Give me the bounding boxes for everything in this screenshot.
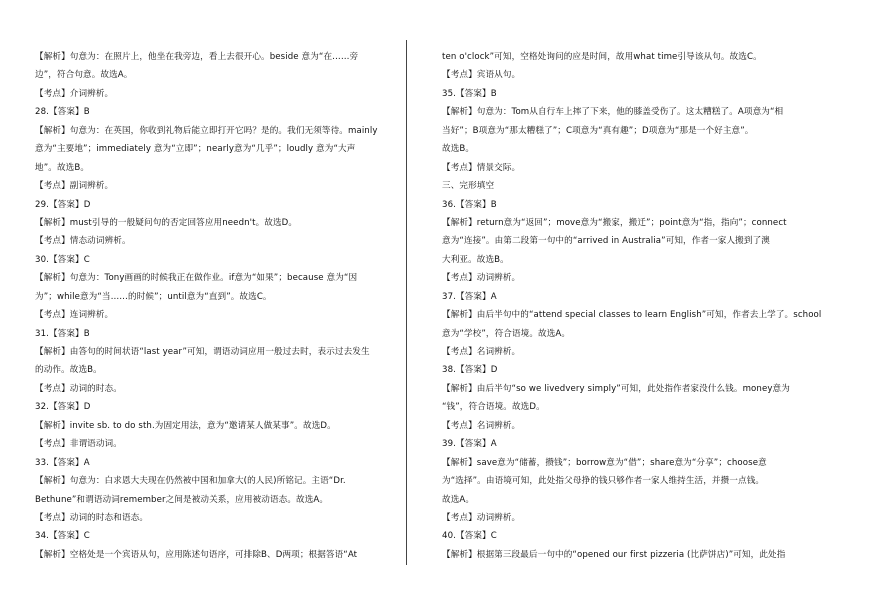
text-line: 【解析】句意为：Tom从自行车上摔了下来，他的膝盖受伤了。这太糟糕了。A项意为“相 <box>442 107 784 118</box>
text-line: 【考点】动词的时态和语态。 <box>35 512 149 523</box>
text-line: “钱”，符合语境。故选D。 <box>442 402 545 413</box>
text-line: 【考点】宾语从句。 <box>442 70 521 81</box>
text-line: 【解析】空格处是一个宾语从句，应用陈述句语序，可排除B、D两项；根据答语“At <box>35 549 358 560</box>
text-line: 【解析】句意为：在英国，你收到礼物后能立即打开它吗？是的。我们无须等待。mainly <box>35 125 378 136</box>
text-line: 【解析】由后半句中的“attend special classes to learn English”可知，作者去上学了。school <box>442 310 822 321</box>
text-line: 【解析】save意为“储蓄，攒钱”；borrow意为“借”；share意为“分享”；choose意 <box>442 457 767 468</box>
text-line: 【解析】句意为：白求恩大夫现在仍然被中国和加拿大(的人民)所铭记。主语“Dr. <box>35 476 346 487</box>
text-line: 【考点】名词辨析。 <box>442 420 521 431</box>
text-line: 【考点】情态动词辨析。 <box>35 236 131 247</box>
text-line: 34.【答案】C <box>35 531 90 542</box>
text-line: 故选B。 <box>442 144 475 155</box>
text-line: 38.【答案】D <box>442 365 498 376</box>
text-line: 【解析】句意为：在照片上，他坐在我旁边，看上去很开心。beside 意为“在……旁 <box>35 52 359 62</box>
text-line: 32.【答案】D <box>35 402 91 413</box>
text-line: 30.【答案】C <box>35 254 90 265</box>
right-column <box>442 48 822 564</box>
text-line: 33.【答案】A <box>35 457 90 468</box>
text-line: 边”，符合句意。故选A。 <box>35 70 133 81</box>
text-line: 为“选择”。由语境可知，此处指父母挣的钱只够作者一家人维持生活，并攒一点钱。 <box>442 476 765 487</box>
text-line: 【解析】由答句的时间状语“last year”可知，谓语动词应用一般过去时，表示过去发生 <box>35 347 370 357</box>
text-line: 当好”；B项意为“那太糟糕了”；C项意为“真有趣”；D项意为“那是一个好主意”。 <box>442 125 754 136</box>
text-line: 29.【答案】D <box>35 199 91 210</box>
text-line: Bethune”和谓语动词remember之间是被动关系，应用被动语态。故选A。 <box>35 494 329 505</box>
text-line: 37.【答案】A <box>442 291 497 302</box>
text-line: 【考点】动词辨析。 <box>442 273 521 284</box>
text-line: 【解析】must引导的一般疑问句的否定回答应用needn't。故选D。 <box>35 217 298 228</box>
text-line: 意为“学校”，符合语境。故选A。 <box>442 328 571 339</box>
text-line: 【考点】动词的时态。 <box>35 383 122 394</box>
text-line: 意为“主要地”；immediately 意为“立即”；nearly意为“几乎”；loudly 意为“大声 <box>35 144 356 155</box>
text-line: 28.【答案】B <box>35 107 90 118</box>
text-line: 39.【答案】A <box>442 439 497 450</box>
text-line: 【解析】return意为“返回”；move意为“搬家，搬迁”；point意为“指，指向”；connect <box>442 217 787 228</box>
text-line: 为”；while意为“当……的时候”；until意为“直到”。故选C。 <box>35 291 272 302</box>
left-column <box>35 48 395 564</box>
text-line: 【考点】动词辨析。 <box>442 512 521 523</box>
text-line: 【考点】情景交际。 <box>442 162 521 173</box>
text-line: 故选A。 <box>442 494 475 505</box>
text-line: 【解析】句意为：Tony画画的时候我正在做作业。if意为“如果”；because 意为“因 <box>35 273 358 284</box>
text-line: 36.【答案】B <box>442 199 497 210</box>
text-line: 的动作。故选B。 <box>35 365 102 376</box>
text-line: 意为“连接”。由第二段第一句中的“arrived in Australia”可知，作者一家人搬到了澳 <box>442 236 770 247</box>
text-line: 三、完形填空 <box>442 181 495 192</box>
text-line: 【考点】介词辨析。 <box>35 88 114 99</box>
text-line: 35.【答案】B <box>442 88 497 99</box>
text-line: 40.【答案】C <box>442 531 497 542</box>
text-line: 31.【答案】B <box>35 328 90 339</box>
text-line: 【考点】非谓语动词。 <box>35 439 122 450</box>
text-line: 【解析】由后半句“so we livedvery simply”可知，此处指作者家没什么钱。money意为 <box>442 383 790 394</box>
text-line: 【解析】根据第三段最后一句中的“opened our first pizzeria (比萨饼店)”可知，此处指 <box>442 549 786 560</box>
text-line: 地”。故选B。 <box>35 162 90 173</box>
text-line: 【考点】连词辨析。 <box>35 310 114 321</box>
text-line: 【考点】名词辨析。 <box>442 347 521 357</box>
text-line: 大利亚。故选B。 <box>442 254 509 265</box>
text-line: ten o'clock”可知，空格处询问的应是时间，故用what time引导该从句。故选C。 <box>442 52 762 62</box>
text-line: 【考点】副词辨析。 <box>35 181 114 192</box>
column-divider <box>406 40 407 565</box>
text-line: 【解析】invite sb. to do sth.为固定用法，意为“邀请某人做某事”。故选D。 <box>35 420 336 431</box>
